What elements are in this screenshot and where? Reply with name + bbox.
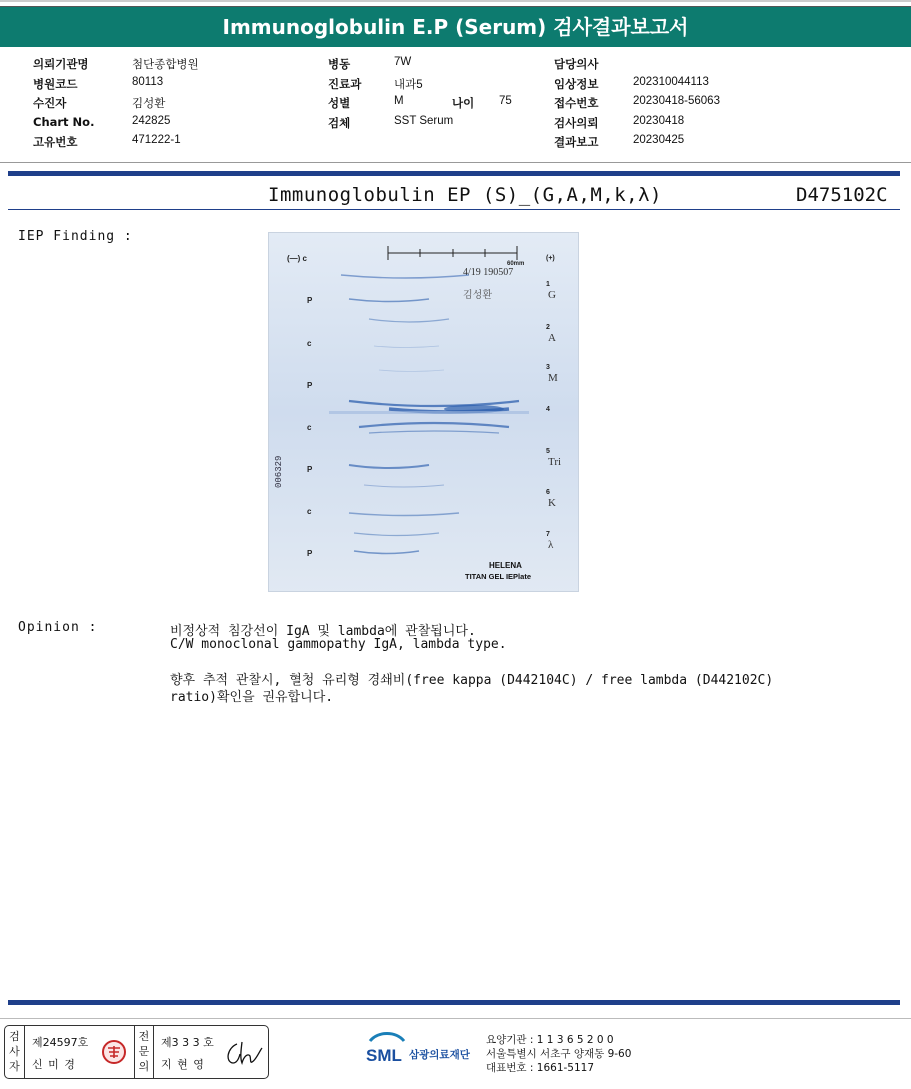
org-address: 서울특별시 서초구 양재동 9-60 — [486, 1048, 632, 1060]
tester-role-label: 검사자 — [5, 1026, 25, 1078]
info-row — [33, 95, 293, 115]
opinion-line: 향후 추적 관찰시, 혈청 유리형 경쇄비(free kappa (D442104C) / free lambda (D442102C) — [170, 673, 774, 688]
opinion-line: 비정상적 침강선이 IgA 및 lambda에 관찰됩니다. — [170, 624, 476, 639]
report-title: Immunoglobulin E.P (Serum) 검사결과보고서 — [0, 6, 911, 47]
confirmer-name: 지 현 영 — [161, 1058, 205, 1071]
gel-lane-label: c — [307, 339, 312, 348]
org-name: 삼광의료재단 — [409, 1049, 470, 1061]
gel-side-code: 006329 — [274, 455, 284, 488]
confirmer-role-label: 전문의 — [134, 1026, 154, 1078]
info-row — [328, 95, 528, 115]
sml-logo — [364, 1031, 484, 1071]
gel-antiserum-number: 5 — [546, 448, 550, 455]
age-label: 나이 — [452, 96, 475, 110]
info-value: 202310044113 — [633, 75, 709, 88]
gel-antiserum-label: M — [548, 372, 558, 384]
iep-finding-label: IEP Finding : — [18, 229, 133, 244]
info-row — [554, 115, 774, 135]
info-label: 결과보고 — [554, 135, 599, 149]
gel-antiserum-label: K — [548, 497, 556, 509]
info-label: 의뢰기관명 — [33, 57, 89, 71]
info-value: M — [394, 95, 404, 107]
info-value: 20230425 — [633, 134, 685, 146]
gel-antiserum-number: 3 — [546, 364, 550, 371]
gel-antiserum-label: G — [548, 289, 556, 301]
divider-thick-bottom — [8, 1000, 900, 1005]
gel-antiserum-number: 4 — [546, 406, 550, 413]
info-label: 성별 — [328, 96, 351, 110]
info-label: 고유번호 — [33, 135, 78, 149]
info-value: 80113 — [132, 75, 164, 88]
tester-name: 신 미 경 — [32, 1058, 76, 1071]
info-label: 병원코드 — [33, 76, 78, 91]
info-value: 7W — [394, 56, 412, 68]
gel-lane-label: P — [307, 549, 313, 558]
gel-brand-line2: TITAN GEL IEPlate — [465, 572, 531, 581]
info-label: 진료과 — [328, 76, 362, 91]
info-row — [328, 56, 528, 76]
gel-lane-label: P — [307, 465, 313, 474]
info-value: 김성환 — [132, 98, 166, 110]
header-separator — [0, 162, 911, 163]
footer-separator — [0, 1018, 911, 1019]
test-code: D475102C — [796, 184, 888, 206]
info-value: 첨단종합병원 — [132, 59, 199, 71]
gel-lane-label: P — [307, 381, 313, 390]
info-value: 242825 — [132, 114, 171, 127]
sml-logo-text: SML — [366, 1046, 402, 1065]
info-value: SST Serum — [394, 114, 454, 127]
info-label: 검체 — [328, 115, 351, 130]
info-row — [33, 134, 293, 154]
gel-handwritten-name: 김성환 — [463, 290, 492, 301]
test-title: Immunoglobulin EP (S)_(G,A,M,k,λ) — [268, 184, 662, 206]
top-rule — [0, 0, 911, 2]
gel-antiserum-number: 6 — [546, 489, 550, 496]
gel-antiserum-label: Tri — [548, 456, 562, 468]
info-column-1 — [33, 56, 293, 154]
opinion-line: ratio)확인을 권유합니다. — [170, 690, 334, 705]
gel-antiserum-number: 1 — [546, 281, 550, 288]
confirmer-signature — [223, 1038, 265, 1068]
divider-thick-top — [8, 171, 900, 176]
gel-streak — [329, 411, 529, 414]
info-label: 임상정보 — [554, 76, 599, 91]
signature-box — [4, 1025, 269, 1079]
info-row — [554, 76, 774, 96]
sml-logo-mark — [364, 1031, 408, 1069]
info-row — [554, 134, 774, 154]
info-column-3 — [554, 56, 774, 154]
gel-antiserum-label: λ — [548, 539, 554, 551]
info-label: Chart No. — [33, 114, 95, 129]
gel-date-code: 4/19 190507 — [463, 267, 514, 278]
info-row — [554, 95, 774, 115]
tester-seal-stamp — [101, 1039, 127, 1065]
info-label: 병동 — [328, 57, 351, 71]
scale-label: 60mm — [507, 261, 525, 267]
gel-lane-label: P — [307, 296, 313, 305]
divider-thin — [8, 209, 900, 210]
info-value: 내과5 — [394, 78, 423, 91]
info-row — [33, 56, 293, 76]
info-row — [554, 56, 774, 76]
info-row — [328, 115, 528, 135]
info-value: 20230418-56063 — [633, 95, 720, 107]
age-value: 75 — [499, 95, 512, 107]
opinion-line: C/W monoclonal gammopathy IgA, lambda type. — [170, 637, 507, 652]
info-value: 471222-1 — [132, 134, 181, 146]
gel-svg — [269, 233, 579, 592]
org-phone: 대표번호 : 1661-5117 — [486, 1062, 595, 1074]
gel-lane-label: (—) c — [287, 254, 307, 263]
info-row — [33, 115, 293, 135]
info-label: 검사의뢰 — [554, 115, 599, 130]
confirmer-license-no: 제3 3 3 호 — [161, 1036, 214, 1049]
gel-antiserum-number: 2 — [546, 324, 550, 331]
gel-antiserum-number: 7 — [546, 531, 550, 538]
tester-license-no: 제24597호 — [32, 1036, 89, 1049]
info-label: 접수번호 — [554, 96, 599, 110]
org-details — [486, 1033, 631, 1075]
gel-antiserum-label: A — [548, 332, 556, 344]
gel-brand-line1: HELENA — [489, 561, 522, 570]
iep-gel-image — [268, 232, 579, 592]
info-label: 수진자 — [33, 96, 67, 110]
info-column-2 — [328, 56, 528, 134]
opinion-label: Opinion : — [18, 620, 98, 635]
gel-lane-label: c — [307, 507, 312, 516]
info-row — [328, 76, 528, 96]
info-label: 담당의사 — [554, 57, 599, 71]
info-value: 20230418 — [633, 114, 685, 127]
gel-lane-label: c — [307, 423, 312, 432]
org-code: 요양기관 : 1 1 3 6 5 2 0 0 — [486, 1034, 614, 1046]
gel-antiserum-number: (+) — [546, 255, 555, 262]
info-row — [33, 76, 293, 96]
